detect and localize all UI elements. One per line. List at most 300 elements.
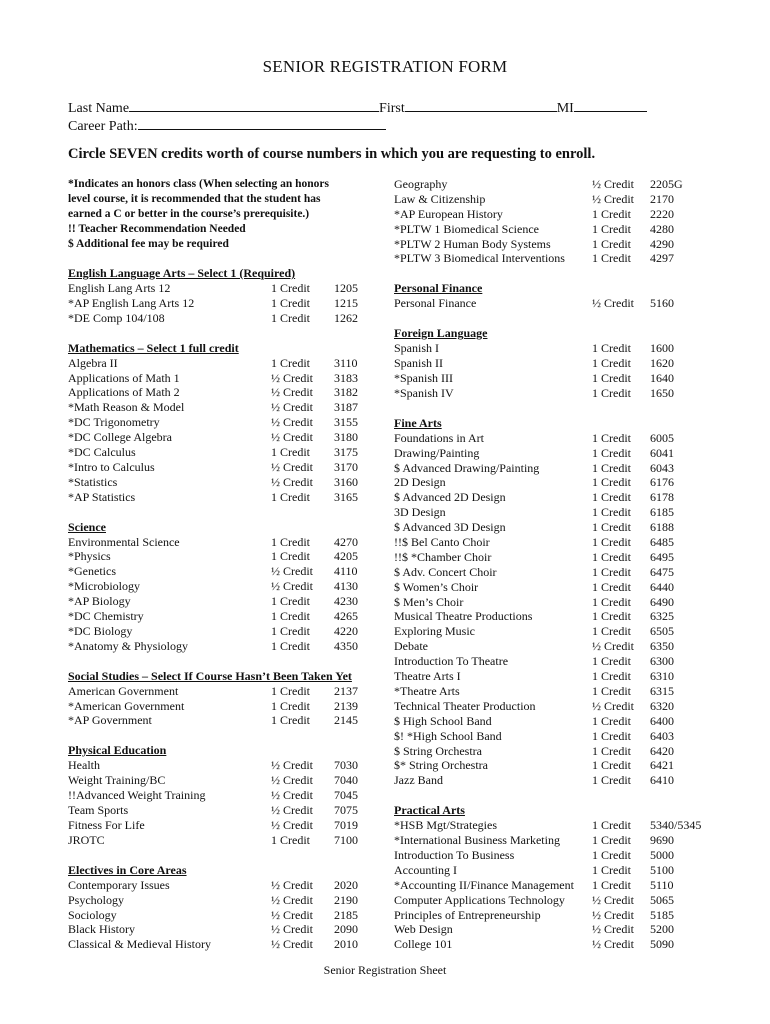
course-number[interactable]: 6185 bbox=[650, 505, 674, 520]
course-number[interactable]: 9690 bbox=[650, 833, 674, 848]
course-name: *AP European History bbox=[394, 206, 503, 221]
course-name: Debate bbox=[394, 639, 428, 654]
name-row bbox=[68, 98, 647, 117]
course-row bbox=[68, 564, 378, 579]
course-row bbox=[68, 833, 378, 848]
course-credit: 1 Credit bbox=[592, 758, 631, 773]
course-credit: 1 Credit bbox=[592, 877, 631, 892]
course-name: 3D Design bbox=[394, 505, 446, 520]
course-row bbox=[394, 565, 714, 580]
legend-notes bbox=[68, 177, 368, 252]
course-row bbox=[68, 788, 378, 803]
course-row bbox=[394, 818, 714, 833]
course-name: $ Advanced 3D Design bbox=[394, 520, 506, 535]
course-name: Health bbox=[68, 758, 100, 773]
course-name: Fitness For Life bbox=[68, 817, 145, 832]
last-name-field[interactable] bbox=[129, 98, 379, 112]
course-row bbox=[394, 192, 714, 207]
course-number[interactable]: 5100 bbox=[650, 862, 674, 877]
course-row bbox=[394, 580, 714, 595]
course-row bbox=[394, 371, 714, 386]
course-name: Psychology bbox=[68, 892, 125, 907]
course-credit: 1 Credit bbox=[592, 371, 631, 386]
section-heading: Foreign Language bbox=[394, 326, 488, 341]
course-number[interactable]: 6505 bbox=[650, 624, 674, 639]
course-row bbox=[394, 446, 714, 461]
course-row bbox=[394, 341, 714, 356]
course-number[interactable]: 2170 bbox=[650, 191, 674, 206]
course-row bbox=[394, 207, 714, 222]
course-row bbox=[394, 624, 714, 639]
course-number[interactable]: 6350 bbox=[650, 639, 674, 654]
course-credit: ½ Credit bbox=[271, 788, 313, 803]
course-name: Technical Theater Production bbox=[394, 698, 536, 713]
course-number[interactable]: 5090 bbox=[650, 937, 674, 952]
course-credit: 1 Credit bbox=[592, 683, 631, 698]
note-line: !! Teacher Recommendation Needed bbox=[68, 223, 246, 235]
course-credit: ½ Credit bbox=[271, 400, 313, 415]
course-number[interactable]: 3110 bbox=[334, 355, 358, 370]
course-credit: ½ Credit bbox=[271, 817, 313, 832]
section-heading: Personal Finance bbox=[394, 281, 483, 296]
course-credit: 1 Credit bbox=[592, 669, 631, 684]
course-credit: ½ Credit bbox=[271, 907, 313, 922]
course-row bbox=[68, 430, 378, 445]
course-number[interactable]: 6310 bbox=[650, 669, 674, 684]
course-number[interactable]: 7100 bbox=[334, 832, 358, 847]
course-row bbox=[394, 893, 714, 908]
course-row bbox=[68, 758, 378, 773]
course-name: $ Women’s Choir bbox=[394, 579, 479, 594]
course-row bbox=[394, 833, 714, 848]
course-number[interactable]: 1215 bbox=[334, 295, 358, 310]
course-number[interactable]: 6421 bbox=[650, 758, 674, 773]
course-number[interactable]: 3180 bbox=[334, 430, 358, 445]
course-name: *Theatre Arts bbox=[394, 683, 460, 698]
course-section-social-studies-select-if-course-hasn-t-been-taken-yet bbox=[68, 669, 378, 729]
course-name: *International Business Marketing bbox=[394, 833, 560, 848]
course-row bbox=[394, 461, 714, 476]
course-credit: 1 Credit bbox=[592, 356, 631, 371]
course-credit: 1 Credit bbox=[592, 490, 631, 505]
course-number[interactable]: 1205 bbox=[334, 281, 358, 295]
course-row bbox=[68, 699, 378, 714]
course-number[interactable]: 6410 bbox=[650, 773, 674, 788]
course-row bbox=[394, 237, 714, 252]
first-name-label: First bbox=[379, 101, 405, 116]
course-number[interactable]: 2010 bbox=[334, 937, 358, 952]
course-credit: ½ Credit bbox=[271, 430, 313, 445]
course-number[interactable]: 2145 bbox=[334, 713, 358, 728]
course-credit: ½ Credit bbox=[592, 639, 634, 654]
course-number[interactable]: 1262 bbox=[334, 310, 358, 325]
course-name: *DC Calculus bbox=[68, 445, 136, 460]
course-number[interactable]: 6005 bbox=[650, 430, 674, 445]
course-number[interactable]: 3183 bbox=[334, 370, 358, 385]
course-row bbox=[68, 311, 378, 326]
course-name: *Intro to Calculus bbox=[68, 459, 155, 474]
course-number[interactable]: 4290 bbox=[650, 236, 674, 251]
course-number[interactable]: 3170 bbox=[334, 459, 358, 474]
footer-text: Senior Registration Sheet bbox=[323, 963, 447, 977]
course-credit: 1 Credit bbox=[592, 341, 631, 356]
course-credit: 1 Credit bbox=[271, 638, 310, 653]
course-name: *DC Trigonometry bbox=[68, 415, 160, 430]
course-row bbox=[394, 654, 714, 669]
course-name: *DE Comp 104/108 bbox=[68, 310, 165, 325]
course-name: Algebra II bbox=[68, 355, 118, 370]
note-line: $ Additional fee may be required bbox=[68, 238, 229, 250]
course-row bbox=[394, 758, 714, 773]
course-number[interactable]: 5110 bbox=[650, 877, 674, 892]
course-row bbox=[394, 386, 714, 401]
course-number[interactable]: 6490 bbox=[650, 594, 674, 609]
course-name: *HSB Mgt/Strategies bbox=[394, 818, 498, 833]
course-credit: 1 Credit bbox=[592, 251, 631, 266]
course-row bbox=[68, 937, 378, 952]
course-credit: 1 Credit bbox=[271, 295, 310, 310]
course-credit: 1 Credit bbox=[592, 773, 631, 788]
course-number[interactable]: 2220 bbox=[650, 206, 674, 221]
course-number[interactable]: 1620 bbox=[650, 356, 674, 371]
course-name: *Math Reason & Model bbox=[68, 400, 185, 415]
course-name: *AP Statistics bbox=[68, 489, 136, 504]
course-row bbox=[68, 878, 378, 893]
course-number[interactable]: 1600 bbox=[650, 341, 674, 356]
course-row bbox=[68, 624, 378, 639]
left-course-column bbox=[68, 266, 378, 967]
course-row bbox=[68, 594, 378, 609]
course-name: $ String Orchestra bbox=[394, 743, 482, 758]
section-heading: English Language Arts – Select 1 (Required) bbox=[68, 266, 296, 280]
course-number[interactable]: 3182 bbox=[334, 385, 358, 400]
course-number[interactable]: 6325 bbox=[650, 609, 674, 624]
course-credit: ½ Credit bbox=[592, 698, 634, 713]
course-credit: ½ Credit bbox=[271, 758, 313, 773]
course-section-foreign-language bbox=[394, 326, 714, 401]
course-credit: 1 Credit bbox=[592, 221, 631, 236]
course-section-mathematics-select-1-full-credit bbox=[68, 341, 378, 505]
course-name: College 101 bbox=[394, 937, 453, 952]
course-credit: 1 Credit bbox=[271, 489, 310, 504]
course-row bbox=[394, 609, 714, 624]
course-credit: ½ Credit bbox=[592, 922, 634, 937]
course-number[interactable]: 3175 bbox=[334, 445, 358, 460]
course-credit: 1 Credit bbox=[271, 445, 310, 460]
course-row bbox=[68, 908, 378, 923]
last-name-label: Last Name bbox=[68, 101, 130, 116]
course-row bbox=[394, 356, 714, 371]
course-number[interactable]: 3187 bbox=[334, 400, 358, 415]
course-credit: 1 Credit bbox=[592, 833, 631, 848]
course-row bbox=[394, 908, 714, 923]
course-section-practical-arts bbox=[394, 803, 714, 952]
course-credit: ½ Credit bbox=[271, 370, 313, 385]
note-line: level course, it is recommended that the student has bbox=[68, 193, 321, 205]
course-number[interactable]: 3165 bbox=[334, 489, 358, 504]
course-number[interactable]: 6176 bbox=[650, 475, 674, 490]
course-credit: 1 Credit bbox=[271, 594, 310, 609]
course-number[interactable]: 2137 bbox=[334, 683, 358, 698]
course-number[interactable]: 4280 bbox=[650, 221, 674, 236]
course-row bbox=[394, 922, 714, 937]
course-name: *American Government bbox=[68, 698, 185, 713]
course-number[interactable]: 6403 bbox=[650, 728, 674, 743]
course-credit: 1 Credit bbox=[592, 818, 631, 833]
course-name: Accounting I bbox=[394, 862, 457, 877]
page-title: SENIOR REGISTRATION FORM bbox=[262, 57, 508, 76]
section-heading: Science bbox=[68, 519, 106, 534]
career-path-label: Career Path: bbox=[68, 119, 138, 134]
course-credit: ½ Credit bbox=[271, 937, 313, 952]
course-row bbox=[394, 490, 714, 505]
course-name: *AP English Lang Arts 12 bbox=[68, 295, 195, 310]
course-name: *Genetics bbox=[68, 564, 116, 579]
course-number[interactable]: 4270 bbox=[334, 534, 358, 549]
course-row bbox=[68, 475, 378, 490]
course-name: *DC Biology bbox=[68, 623, 133, 638]
section-heading: Social Studies – Select If Course Hasn’t Been Taken Yet bbox=[68, 668, 352, 683]
course-number[interactable]: 4130 bbox=[334, 579, 358, 594]
section-heading: Electives in Core Areas bbox=[68, 862, 187, 877]
course-credit: 1 Credit bbox=[271, 683, 310, 698]
course-name: *DC Chemistry bbox=[68, 609, 144, 624]
course-name: Jazz Band bbox=[394, 773, 443, 788]
course-number[interactable]: 7030 bbox=[334, 758, 358, 773]
course-row bbox=[68, 773, 378, 788]
course-row bbox=[68, 803, 378, 818]
course-name: $ High School Band bbox=[394, 713, 492, 728]
course-section-electives-in-core-areas bbox=[68, 863, 378, 952]
course-name: !!$ *Chamber Choir bbox=[394, 549, 492, 564]
course-number[interactable]: 5340/5345 bbox=[650, 818, 702, 833]
course-credit: ½ Credit bbox=[592, 907, 634, 922]
course-number[interactable]: 7040 bbox=[334, 773, 358, 788]
course-name: Black History bbox=[68, 922, 135, 937]
course-row bbox=[394, 520, 714, 535]
course-row bbox=[394, 699, 714, 714]
course-row bbox=[68, 579, 378, 594]
course-credit: ½ Credit bbox=[271, 564, 313, 579]
career-path-field[interactable] bbox=[138, 116, 386, 130]
course-name: *PLTW 2 Human Body Systems bbox=[394, 236, 551, 251]
course-name: !!$ Bel Canto Choir bbox=[394, 535, 490, 550]
course-name: $ Adv. Concert Choir bbox=[394, 564, 497, 579]
course-credit: 1 Credit bbox=[592, 743, 631, 758]
course-row bbox=[394, 595, 714, 610]
course-name: Introduction To Business bbox=[394, 847, 515, 862]
course-number[interactable]: 4297 bbox=[650, 251, 674, 266]
section-heading: Physical Education bbox=[68, 743, 167, 758]
course-number[interactable]: 2185 bbox=[334, 907, 358, 922]
section-heading: Fine Arts bbox=[394, 415, 442, 430]
course-row bbox=[68, 549, 378, 564]
course-number[interactable]: 6400 bbox=[650, 713, 674, 728]
course-name: Contemporary Issues bbox=[68, 877, 170, 892]
course-number[interactable]: 7019 bbox=[334, 817, 358, 832]
course-row bbox=[68, 281, 378, 296]
course-number[interactable]: 3155 bbox=[334, 415, 358, 430]
course-number[interactable]: 5200 bbox=[650, 922, 674, 937]
course-name: Principles of Entrepreneurship bbox=[394, 907, 541, 922]
course-name: $ Men’s Choir bbox=[394, 594, 464, 609]
course-number[interactable]: 4265 bbox=[334, 609, 358, 624]
course-name: Foundations in Art bbox=[394, 430, 485, 445]
course-number[interactable]: 5000 bbox=[650, 847, 674, 862]
course-name: Applications of Math 2 bbox=[68, 385, 180, 400]
course-name: Introduction To Theatre bbox=[394, 654, 509, 669]
course-credit: ½ Credit bbox=[592, 892, 634, 907]
course-name: *Anatomy & Physiology bbox=[68, 638, 189, 653]
section-heading: Mathematics – Select 1 full credit bbox=[68, 340, 239, 355]
course-number[interactable]: 4110 bbox=[334, 564, 358, 579]
course-row bbox=[394, 251, 714, 266]
course-number[interactable]: 6440 bbox=[650, 579, 674, 594]
course-section-continued bbox=[394, 177, 714, 266]
course-number[interactable]: 6041 bbox=[650, 445, 674, 460]
course-number[interactable]: 6475 bbox=[650, 564, 674, 579]
course-number[interactable]: 4205 bbox=[334, 549, 358, 564]
course-number[interactable]: 6495 bbox=[650, 549, 674, 564]
course-credit: ½ Credit bbox=[271, 803, 313, 818]
course-credit: 1 Credit bbox=[592, 535, 631, 550]
course-row bbox=[394, 475, 714, 490]
course-row bbox=[68, 639, 378, 654]
course-credit: 1 Credit bbox=[592, 624, 631, 639]
course-credit: 1 Credit bbox=[271, 355, 310, 370]
course-name: *Microbiology bbox=[68, 579, 140, 594]
course-name: Geography bbox=[394, 177, 448, 191]
course-number[interactable]: 6300 bbox=[650, 654, 674, 669]
course-credit: 1 Credit bbox=[592, 236, 631, 251]
course-number[interactable]: 6178 bbox=[650, 490, 674, 505]
course-row bbox=[394, 639, 714, 654]
course-name: Computer Applications Technology bbox=[394, 892, 565, 907]
course-credit: ½ Credit bbox=[271, 385, 313, 400]
course-name: *AP Biology bbox=[68, 594, 131, 609]
course-number[interactable]: 1650 bbox=[650, 385, 674, 400]
course-credit: ½ Credit bbox=[271, 892, 313, 907]
course-name: Applications of Math 1 bbox=[68, 370, 180, 385]
course-row bbox=[68, 922, 378, 937]
course-row bbox=[394, 431, 714, 446]
course-number[interactable]: 1640 bbox=[650, 371, 674, 386]
course-row bbox=[394, 505, 714, 520]
course-name: $* String Orchestra bbox=[394, 758, 488, 773]
course-number[interactable]: 6043 bbox=[650, 460, 674, 475]
course-number[interactable]: 6320 bbox=[650, 698, 674, 713]
course-credit: 1 Credit bbox=[592, 579, 631, 594]
course-name: *Spanish IV bbox=[394, 385, 454, 400]
course-credit: 1 Credit bbox=[592, 728, 631, 743]
course-name: Team Sports bbox=[68, 803, 129, 818]
course-number[interactable]: 6485 bbox=[650, 535, 674, 550]
course-name: JROTC bbox=[68, 832, 105, 847]
course-number[interactable]: 5185 bbox=[650, 907, 674, 922]
course-row bbox=[394, 535, 714, 550]
course-number[interactable]: 3160 bbox=[334, 474, 358, 489]
course-name: Law & Citizenship bbox=[394, 191, 486, 206]
course-row bbox=[68, 385, 378, 400]
course-credit: ½ Credit bbox=[271, 877, 313, 892]
course-number[interactable]: 6188 bbox=[650, 520, 674, 535]
course-row bbox=[394, 848, 714, 863]
course-credit: 1 Credit bbox=[592, 594, 631, 609]
course-row bbox=[68, 684, 378, 699]
course-name: $! *High School Band bbox=[394, 728, 502, 743]
course-row bbox=[68, 609, 378, 624]
course-number[interactable]: 2139 bbox=[334, 698, 358, 713]
course-row bbox=[68, 356, 378, 371]
course-number[interactable]: 2090 bbox=[334, 922, 358, 937]
course-number[interactable]: 6315 bbox=[650, 683, 674, 698]
course-row bbox=[394, 863, 714, 878]
course-credit: ½ Credit bbox=[271, 474, 313, 489]
course-row bbox=[394, 296, 714, 311]
course-section-fine-arts bbox=[394, 416, 714, 788]
course-number[interactable]: 2205G bbox=[650, 177, 683, 191]
course-name: Theatre Arts I bbox=[394, 669, 461, 684]
course-credit: 1 Credit bbox=[592, 564, 631, 579]
course-row bbox=[68, 415, 378, 430]
course-number[interactable]: 2020 bbox=[334, 877, 358, 892]
course-credit: 1 Credit bbox=[592, 549, 631, 564]
course-credit: 1 Credit bbox=[271, 713, 310, 728]
course-number[interactable]: 6420 bbox=[650, 743, 674, 758]
note-line: earned a C or better in the course’s prerequisite.) bbox=[68, 208, 310, 220]
course-number[interactable]: 4350 bbox=[334, 638, 358, 653]
career-path-row bbox=[68, 116, 386, 135]
course-number[interactable]: 5065 bbox=[650, 892, 674, 907]
course-name: English Lang Arts 12 bbox=[68, 281, 171, 295]
course-name: *Spanish III bbox=[394, 371, 453, 386]
course-name: Exploring Music bbox=[394, 624, 475, 639]
course-name: American Government bbox=[68, 683, 179, 698]
mi-label: MI bbox=[556, 101, 574, 116]
course-name: Web Design bbox=[394, 922, 453, 937]
course-section-physical-education bbox=[68, 743, 378, 847]
course-row bbox=[394, 744, 714, 759]
first-name-field[interactable] bbox=[405, 98, 557, 112]
course-row bbox=[394, 222, 714, 237]
course-credit: 1 Credit bbox=[592, 713, 631, 728]
course-number[interactable]: 7045 bbox=[334, 788, 358, 803]
course-section-english-language-arts-select-1-required bbox=[68, 266, 378, 326]
course-row bbox=[68, 713, 378, 728]
course-credit: ½ Credit bbox=[271, 579, 313, 594]
course-name: *DC College Algebra bbox=[68, 430, 172, 445]
course-row bbox=[394, 773, 714, 788]
course-name: Drawing/Painting bbox=[394, 445, 480, 460]
course-number[interactable]: 4230 bbox=[334, 594, 358, 609]
course-number[interactable]: 4220 bbox=[334, 623, 358, 638]
course-number[interactable]: 2190 bbox=[334, 892, 358, 907]
course-name: Sociology bbox=[68, 907, 117, 922]
course-row bbox=[68, 445, 378, 460]
course-credit: 1 Credit bbox=[592, 505, 631, 520]
course-name: Environmental Science bbox=[68, 534, 180, 549]
course-name: Spanish II bbox=[394, 356, 443, 371]
course-credit: 1 Credit bbox=[592, 654, 631, 669]
course-number[interactable]: 7075 bbox=[334, 803, 358, 818]
course-credit: ½ Credit bbox=[592, 937, 634, 952]
course-section-science bbox=[68, 520, 378, 654]
course-row bbox=[394, 729, 714, 744]
mi-field[interactable] bbox=[574, 98, 647, 112]
course-row bbox=[394, 177, 714, 192]
course-number[interactable]: 5160 bbox=[650, 296, 674, 311]
course-credit: ½ Credit bbox=[271, 773, 313, 788]
